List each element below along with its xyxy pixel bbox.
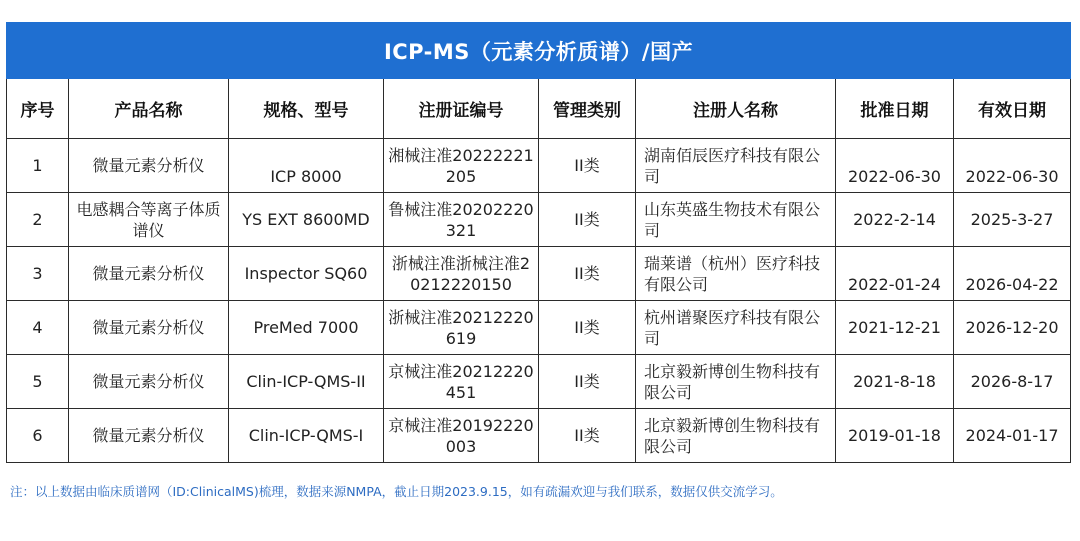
table-row bbox=[7, 247, 1071, 301]
column-header-model: 规格、型号 bbox=[229, 79, 384, 139]
cell-approval-date: 2022-01-24 bbox=[836, 247, 954, 301]
cell-registration-number: 鲁械注准20202220321 bbox=[384, 193, 539, 247]
column-header-valid-date: 有效日期 bbox=[954, 79, 1071, 139]
cell-product-name: 微量元素分析仪 bbox=[69, 301, 229, 355]
cell-valid-date: 2026-04-22 bbox=[954, 247, 1071, 301]
registration-table-container bbox=[6, 22, 1070, 463]
cell-registrant: 山东英盛生物技术有限公司 bbox=[636, 193, 836, 247]
cell-approval-date: 2019-01-18 bbox=[836, 409, 954, 463]
cell-product-name: 微量元素分析仪 bbox=[69, 247, 229, 301]
registration-table bbox=[6, 22, 1071, 463]
cell-registrant: 北京毅新博创生物科技有限公司 bbox=[636, 409, 836, 463]
cell-index: 5 bbox=[7, 355, 69, 409]
table-row bbox=[7, 193, 1071, 247]
table-title: ICP-MS（元素分析质谱）/国产 bbox=[7, 23, 1071, 79]
cell-index: 3 bbox=[7, 247, 69, 301]
cell-registrant: 杭州谱聚医疗科技有限公司 bbox=[636, 301, 836, 355]
cell-model: Clin-ICP-QMS-I bbox=[229, 409, 384, 463]
cell-category: II类 bbox=[539, 301, 636, 355]
cell-model: PreMed 7000 bbox=[229, 301, 384, 355]
cell-approval-date: 2022-2-14 bbox=[836, 193, 954, 247]
cell-valid-date: 2024-01-17 bbox=[954, 409, 1071, 463]
cell-model: Inspector SQ60 bbox=[229, 247, 384, 301]
column-header-registrant: 注册人名称 bbox=[636, 79, 836, 139]
cell-category: II类 bbox=[539, 139, 636, 193]
cell-index: 6 bbox=[7, 409, 69, 463]
column-header-registration-number: 注册证编号 bbox=[384, 79, 539, 139]
cell-category: II类 bbox=[539, 247, 636, 301]
cell-approval-date: 2021-12-21 bbox=[836, 301, 954, 355]
cell-registration-number: 浙械注准浙械注准20212220150 bbox=[384, 247, 539, 301]
column-header-approval-date: 批准日期 bbox=[836, 79, 954, 139]
cell-category: II类 bbox=[539, 193, 636, 247]
table-header-row bbox=[7, 79, 1071, 139]
cell-model: Clin-ICP-QMS-II bbox=[229, 355, 384, 409]
cell-registration-number: 湘械注准20222221205 bbox=[384, 139, 539, 193]
column-header-category: 管理类别 bbox=[539, 79, 636, 139]
cell-registrant: 湖南佰辰医疗科技有限公司 bbox=[636, 139, 836, 193]
cell-approval-date: 2022-06-30 bbox=[836, 139, 954, 193]
table-row bbox=[7, 355, 1071, 409]
cell-product-name: 电感耦合等离子体质谱仪 bbox=[69, 193, 229, 247]
cell-registration-number: 京械注准20212220451 bbox=[384, 355, 539, 409]
cell-valid-date: 2022-06-30 bbox=[954, 139, 1071, 193]
cell-valid-date: 2026-8-17 bbox=[954, 355, 1071, 409]
cell-valid-date: 2026-12-20 bbox=[954, 301, 1071, 355]
cell-product-name: 微量元素分析仪 bbox=[69, 355, 229, 409]
cell-model: YS EXT 8600MD bbox=[229, 193, 384, 247]
column-header-product-name: 产品名称 bbox=[69, 79, 229, 139]
table-row bbox=[7, 409, 1071, 463]
cell-approval-date: 2021-8-18 bbox=[836, 355, 954, 409]
cell-model: ICP 8000 bbox=[229, 139, 384, 193]
footnote: 注：以上数据由临床质谱网（ID:ClinicalMS)梳理，数据来源NMPA，截止日期2023.9.15，如有疏漏欢迎与我们联系，数据仅供交流学习。 bbox=[10, 484, 783, 499]
cell-registration-number: 浙械注准20212220619 bbox=[384, 301, 539, 355]
table-title-row bbox=[7, 23, 1071, 79]
cell-category: II类 bbox=[539, 355, 636, 409]
cell-valid-date: 2025-3-27 bbox=[954, 193, 1071, 247]
column-header-index: 序号 bbox=[7, 79, 69, 139]
cell-index: 1 bbox=[7, 139, 69, 193]
cell-index: 2 bbox=[7, 193, 69, 247]
cell-registrant: 瑞莱谱（杭州）医疗科技有限公司 bbox=[636, 247, 836, 301]
table-row bbox=[7, 139, 1071, 193]
cell-product-name: 微量元素分析仪 bbox=[69, 139, 229, 193]
cell-product-name: 微量元素分析仪 bbox=[69, 409, 229, 463]
cell-category: II类 bbox=[539, 409, 636, 463]
cell-index: 4 bbox=[7, 301, 69, 355]
table-row bbox=[7, 301, 1071, 355]
cell-registration-number: 京械注准20192220003 bbox=[384, 409, 539, 463]
cell-registrant: 北京毅新博创生物科技有限公司 bbox=[636, 355, 836, 409]
